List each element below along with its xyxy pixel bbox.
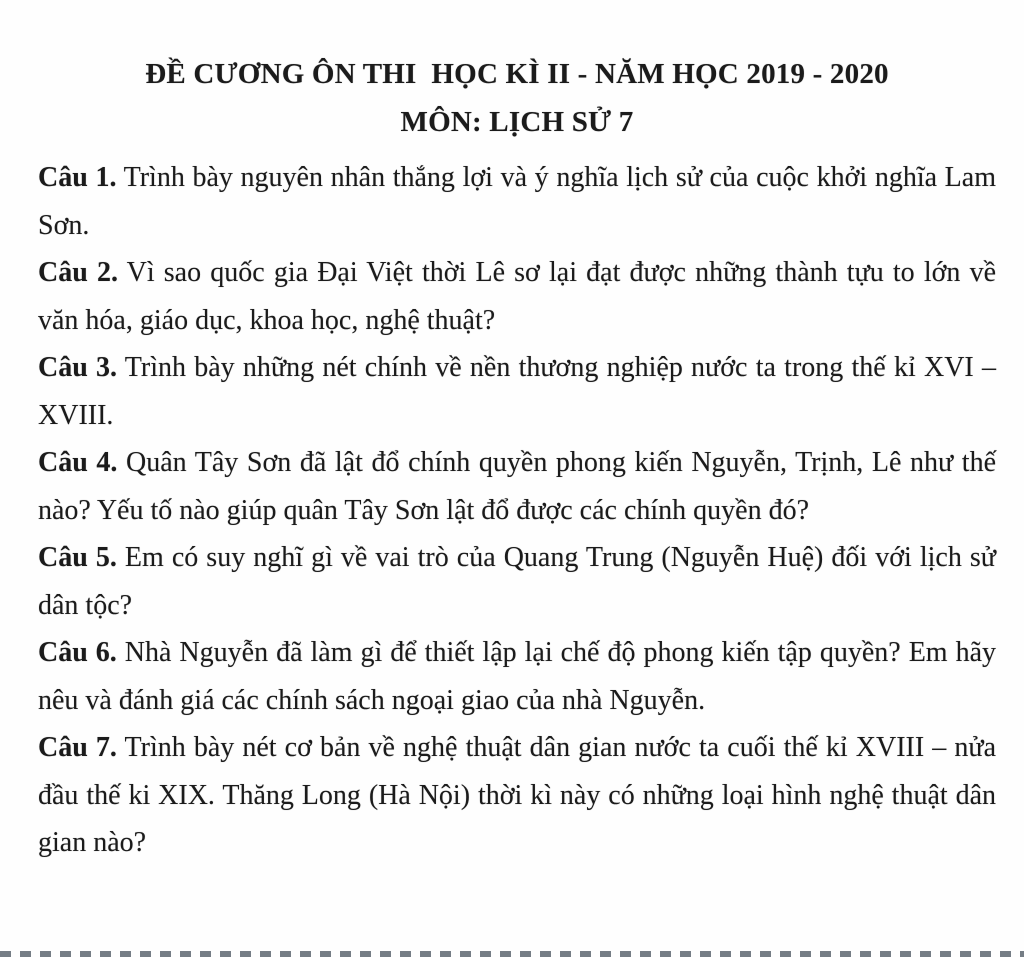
- question-item-5: [38, 534, 996, 629]
- document-title: ĐỀ CƯƠNG ÔN THI HỌC KÌ II - NĂM HỌC 2019 - 2020: [145, 58, 889, 90]
- question-label: Câu 2.: [38, 257, 118, 288]
- question-text: Trình bày nguyên nhân thắng lợi và ý nghĩa lịch sử của cuộc khởi nghĩa Lam Sơn.: [38, 162, 996, 241]
- question-label: Câu 7.: [38, 732, 117, 763]
- question-text: Trình bày những nét chính về nền thương nghiệp nước ta trong thế kỉ XVI – XVIII.: [38, 352, 997, 431]
- question-text: Nhà Nguyễn đã làm gì để thiết lập lại chế độ phong kiến tập quyền? Em hãy nêu và đánh giá các chính sách ngoại giao của nhà Nguyễn.: [38, 637, 997, 716]
- question-item-2: [38, 249, 996, 344]
- question-label: Câu 1.: [38, 162, 117, 193]
- question-label: Câu 5.: [38, 542, 117, 573]
- question-text: Vì sao quốc gia Đại Việt thời Lê sơ lại đạt được những thành tựu to lớn về văn hóa, giáo dục, khoa học, nghệ thuật?: [38, 257, 996, 336]
- question-item-7: [38, 724, 996, 867]
- question-text: Em có suy nghĩ gì về vai trò của Quang Trung (Nguyễn Huệ) đối với lịch sử dân tộc?: [38, 542, 996, 621]
- question-text: Quân Tây Sơn đã lật đổ chính quyền phong kiến Nguyễn, Trịnh, Lê như thế nào? Yếu tố nào giúp quân Tây Sơn lật đổ được các chính quyền đó?: [38, 447, 997, 526]
- question-text: Trình bày nét cơ bản về nghệ thuật dân gian nước ta cuối thế kỉ XVIII – nửa đầu thế ki XIX. Thăng Long (Hà Nội) thời kì này có những loại hình nghệ thuật dân gian nào?: [38, 732, 997, 858]
- question-label: Câu 3.: [38, 352, 118, 383]
- question-label: Câu 4.: [38, 447, 118, 478]
- document-subtitle: MÔN: LỊCH SỬ 7: [400, 106, 634, 138]
- question-item-1: [38, 154, 996, 249]
- question-item-3: [38, 344, 996, 439]
- page-bottom-dashed-edge: [0, 951, 1024, 957]
- question-label: Câu 6.: [38, 637, 117, 668]
- question-list: [38, 154, 996, 867]
- question-item-4: [38, 439, 996, 534]
- document-header: [38, 50, 996, 146]
- question-item-6: [38, 629, 996, 724]
